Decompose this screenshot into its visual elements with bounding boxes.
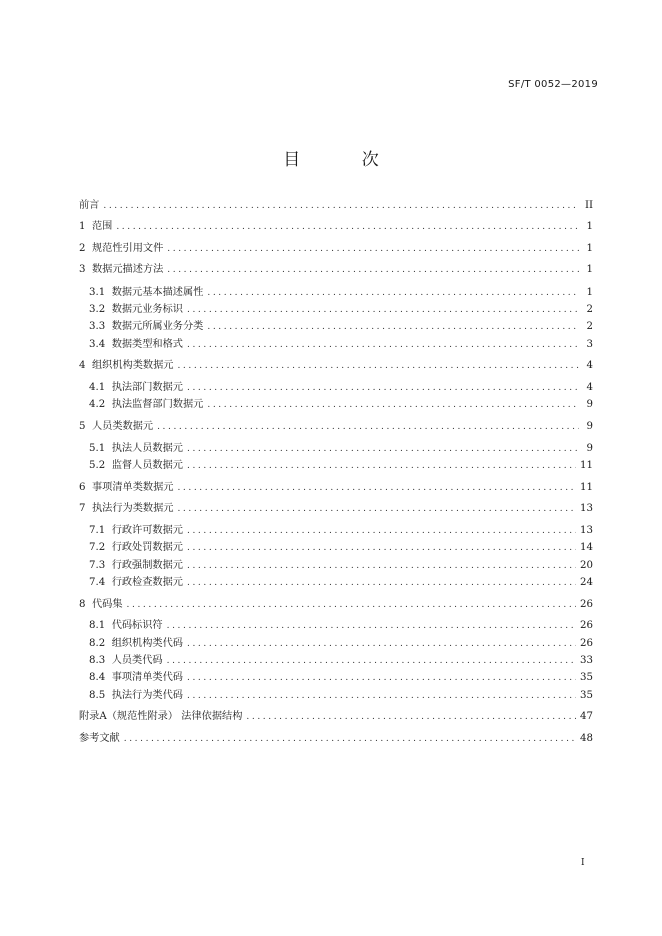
toc-dot-leader (187, 542, 576, 554)
toc-entry[interactable] (79, 382, 593, 394)
toc-dot-leader (157, 421, 579, 433)
toc-entry-page: 13 (580, 503, 593, 514)
toc-entry-page: 1 (586, 287, 593, 298)
toc-entry-page: 1 (586, 243, 593, 254)
toc-entry-label: 事项清单类数据元 (91, 482, 174, 493)
toc-entry-page: 26 (580, 638, 593, 649)
toc-entry-page: 4 (586, 382, 593, 393)
toc-entry[interactable] (79, 304, 593, 316)
toc-dot-leader (207, 399, 579, 411)
toc-entry[interactable] (79, 733, 593, 745)
toc-entry[interactable] (79, 339, 593, 351)
toc-entry-number: 7.2 (89, 542, 112, 553)
page-title: 目 次 (283, 150, 407, 170)
toc-entry-page: 1 (586, 264, 593, 275)
toc-entry[interactable] (79, 443, 593, 455)
toc-entry-label: 行政许可数据元 (111, 525, 183, 536)
toc-entry-page: 26 (580, 599, 593, 610)
toc-entry-page: 11 (580, 460, 593, 471)
toc-entry-label: 数据类型和格式 (111, 339, 183, 350)
toc-entry-page: 14 (580, 542, 593, 553)
toc-entry-number: 1 (79, 221, 92, 232)
toc-dot-leader (177, 360, 579, 372)
toc-dot-leader (167, 620, 576, 632)
toc-entry[interactable] (79, 503, 593, 515)
toc-entry[interactable] (79, 655, 593, 667)
toc-entry-label: 数据元业务标识 (111, 304, 183, 315)
toc-entry[interactable] (79, 399, 593, 411)
toc-dot-leader (116, 221, 579, 233)
toc-entry[interactable] (79, 577, 593, 589)
toc-dot-leader (177, 503, 576, 515)
toc-entry-page: 33 (580, 655, 593, 666)
toc-entry-label: 事项清单类代码 (111, 672, 183, 683)
toc-entry-label: 执法行为类数据元 (91, 503, 174, 514)
toc-entry-page: 4 (586, 360, 593, 371)
toc-entry-number: 8.4 (89, 672, 112, 683)
toc-entry-label: 数据元所属业务分类 (111, 321, 204, 332)
toc-entry-label: 行政检查数据元 (111, 577, 183, 588)
toc-entry-page: 3 (586, 339, 593, 350)
toc-entry-number: 7.3 (89, 560, 112, 571)
toc-entry[interactable] (79, 360, 593, 372)
toc-entry-number: 5.2 (89, 460, 112, 471)
toc-dot-leader (187, 638, 576, 650)
toc-entry[interactable] (79, 525, 593, 537)
toc-entry[interactable] (79, 672, 593, 684)
toc-entry-number: 2 (79, 243, 92, 254)
toc-entry[interactable] (79, 264, 593, 276)
toc-entry-number: 7.4 (89, 577, 112, 588)
toc-entry-page: 35 (580, 690, 593, 701)
toc-entry-page: 13 (580, 525, 593, 536)
toc-dot-leader (187, 577, 576, 589)
toc-entry-number: 3.2 (89, 304, 112, 315)
toc-entry-label: 执法人员数据元 (111, 443, 183, 454)
toc-dot-leader (167, 264, 579, 276)
toc-dot-leader (103, 200, 579, 212)
toc-entry[interactable] (79, 711, 593, 723)
toc-dot-leader (124, 733, 576, 745)
toc-dot-leader (127, 599, 577, 611)
toc-entry-number: 8 (79, 599, 92, 610)
toc-entry-number: 7.1 (89, 525, 112, 536)
toc-entry-label: 规范性引用文件 (91, 243, 164, 254)
toc-entry-page: 2 (586, 321, 593, 332)
toc-entry-label: 数据元基本描述属性 (111, 287, 204, 298)
toc-entry-page: 47 (580, 711, 593, 722)
toc-entry-number: 4.1 (89, 382, 112, 393)
toc-entry[interactable] (79, 200, 593, 212)
toc-entry-number: 8.3 (89, 655, 112, 666)
toc-entry-page: 20 (580, 560, 593, 571)
toc-entry[interactable] (79, 542, 593, 554)
toc-dot-leader (167, 243, 579, 255)
toc-entry[interactable] (79, 560, 593, 572)
toc-entry-number: 5.1 (89, 443, 112, 454)
toc-entry-label: 组织机构类数据元 (91, 360, 174, 371)
toc-entry-label: 参考文献 (79, 733, 120, 744)
toc-entry-label: 前言 (79, 200, 100, 211)
toc-entry[interactable] (79, 482, 593, 494)
toc-entry-number: 4 (79, 360, 92, 371)
toc-entry-label: 人员类代码 (111, 655, 163, 666)
toc-entry-label: 附录A（规范性附录） 法律依据结构 (79, 711, 243, 722)
toc-entry-label: 执法部门数据元 (111, 382, 183, 393)
toc-entry-number: 3.4 (89, 339, 112, 350)
toc-entry[interactable] (79, 321, 593, 333)
toc-entry-page: 9 (586, 421, 593, 432)
toc-entry-label: 执法行为类代码 (111, 690, 183, 701)
toc-dot-leader (187, 339, 579, 351)
toc-entry-page: 48 (580, 733, 593, 744)
toc-entry-number: 3.1 (89, 287, 112, 298)
toc-entry-number: 7 (79, 503, 92, 514)
toc-dot-leader (207, 287, 579, 299)
toc-entry-page: 24 (580, 577, 593, 588)
toc-entry-page: 9 (586, 399, 593, 410)
toc-entry-label: 执法监督部门数据元 (111, 399, 204, 410)
toc-entry[interactable] (79, 620, 593, 632)
toc-entry-page: II (584, 200, 593, 211)
page-number: I (581, 858, 585, 868)
toc-dot-leader (177, 482, 576, 494)
toc-entry[interactable] (79, 221, 593, 233)
toc-entry-label: 代码集 (91, 599, 123, 610)
toc-entry-label: 行政处罚数据元 (111, 542, 183, 553)
toc-entry-page: 2 (586, 304, 593, 315)
toc-dot-leader (167, 655, 576, 667)
toc-entry-label: 人员类数据元 (91, 421, 154, 432)
toc-entry[interactable] (79, 287, 593, 299)
toc-entry-page: 11 (580, 482, 593, 493)
toc-entry[interactable] (79, 599, 593, 611)
toc-entry[interactable] (79, 421, 593, 433)
toc-entry-label: 数据元描述方法 (91, 264, 164, 275)
toc-entry-number: 3.3 (89, 321, 112, 332)
toc-dot-leader (187, 304, 579, 316)
toc-entry[interactable] (79, 243, 593, 255)
toc-entry-label: 组织机构类代码 (111, 638, 183, 649)
toc-entry[interactable] (79, 690, 593, 702)
toc-entry-page: 26 (580, 620, 593, 631)
toc-dot-leader (187, 460, 576, 472)
toc-entry-label: 代码标识符 (111, 620, 163, 631)
toc-dot-leader (246, 711, 576, 723)
toc-entry[interactable] (79, 638, 593, 650)
toc-dot-leader (187, 443, 579, 455)
toc-entry-number: 3 (79, 264, 92, 275)
toc-dot-leader (187, 382, 579, 394)
toc-dot-leader (187, 525, 576, 537)
toc-entry-label: 行政强制数据元 (111, 560, 183, 571)
toc-entry-number: 8.1 (89, 620, 112, 631)
toc-entry-label: 监督人员数据元 (111, 460, 183, 471)
toc-entry-number: 4.2 (89, 399, 112, 410)
toc-dot-leader (207, 321, 579, 333)
toc-dot-leader (187, 560, 576, 572)
toc-entry-number: 5 (79, 421, 92, 432)
toc-entry-number: 6 (79, 482, 92, 493)
toc-entry[interactable] (79, 460, 593, 472)
toc-entry-page: 35 (580, 672, 593, 683)
document-code: SF/T 0052—2019 (508, 79, 598, 90)
toc-entry-label: 范围 (91, 221, 113, 232)
toc-dot-leader (187, 690, 576, 702)
toc-entry-page: 1 (586, 221, 593, 232)
toc-entry-page: 9 (586, 443, 593, 454)
toc-entry-number: 8.2 (89, 638, 112, 649)
toc-entry-number: 8.5 (89, 690, 112, 701)
toc-dot-leader (187, 672, 576, 684)
